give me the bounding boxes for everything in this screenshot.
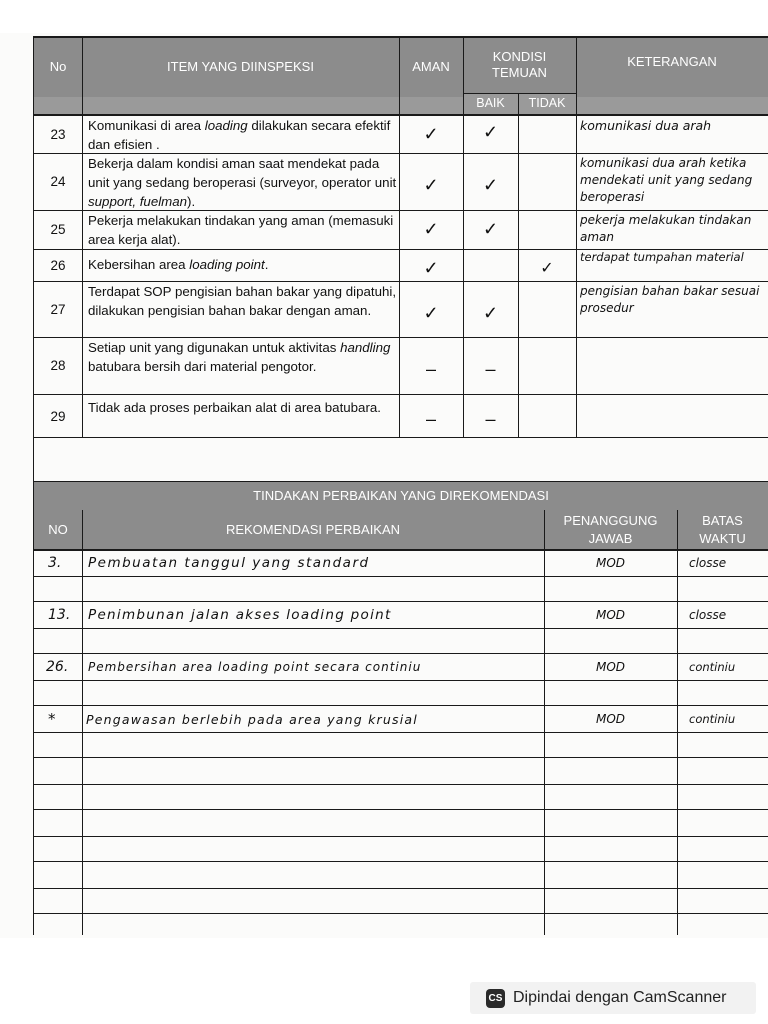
table-border [463, 93, 576, 94]
rec-number: 26. [46, 659, 69, 675]
rec-penanggung-jawab: MOD [595, 660, 626, 674]
row-number: 27 [50, 301, 66, 317]
baik-dash: – [485, 408, 496, 429]
tidak-mark [518, 115, 576, 153]
inspection-item-text: Pekerja melakukan tindakan yang aman (memasuki area kerja alat). [88, 213, 394, 247]
table-border [518, 93, 519, 438]
rec-batas-waktu: continiu [689, 660, 736, 674]
header-rekomendasi: REKOMENDASI PERBAIKAN [82, 510, 544, 550]
rec-batas-waktu: closse [689, 608, 727, 622]
inspection-item-text: Kebersihan area loading point. [88, 257, 269, 272]
table-border [33, 784, 768, 785]
table-border [33, 36, 34, 481]
keterangan-handwritten: pekerja melakukan tindakan aman [580, 213, 752, 244]
aman-checkmark: ✓ [423, 123, 439, 144]
inspection-item-text: Terdapat SOP pengisian bahan bakar yang dipatuhi, dilakukan pengisian bahan bakar dengan aman. [88, 284, 397, 318]
recommendation-section-title: TINDAKAN PERBAIKAN YANG DIREKOMENDASI [34, 482, 768, 510]
row-number: 23 [50, 126, 66, 142]
rec-number: 13. [48, 607, 71, 623]
keterangan-handwritten: pengisian bahan bakar sesuai prosedur [580, 284, 760, 315]
table-border [33, 705, 768, 706]
table-border [33, 888, 768, 889]
row-number: 26 [50, 257, 66, 273]
keterangan-handwritten: terdapat tumpahan material [580, 250, 744, 264]
camscanner-logo-icon: CS [486, 989, 505, 1008]
table-border [576, 36, 577, 438]
baik-checkmark: ✓ [482, 219, 499, 239]
inspection-item-text: Setiap unit yang digunakan untuk aktivitas handling batubara bersih dari material pengotor. [88, 340, 391, 374]
rec-batas-waktu: continiu [689, 712, 736, 726]
tidak-checkmark: ✓ [540, 260, 554, 277]
rec-penanggung-jawab: MOD [595, 556, 626, 570]
table-border [33, 836, 768, 837]
keterangan-handwritten: komunikasi dua arah ketika mendekati unit yang sedang beroperasi [580, 156, 753, 204]
table-border [33, 437, 768, 438]
aman-checkmark: ✓ [423, 219, 439, 239]
table-border [33, 36, 768, 38]
keterangan-handwritten: komunikasi dua arah [580, 118, 712, 133]
rec-text: Pengawasan berlebih pada area yang krusial [86, 711, 418, 727]
row-number: 25 [50, 222, 66, 237]
table-border [82, 510, 83, 935]
table-border [33, 601, 768, 602]
table-border [33, 809, 768, 810]
header-item: ITEM YANG DIINSPEKSI [82, 37, 399, 97]
table-border [33, 481, 34, 935]
table-border [33, 653, 768, 654]
header-baik: BAIK [463, 93, 518, 115]
aman-dash: – [425, 358, 436, 379]
row-number: 29 [50, 408, 66, 424]
table-border [399, 36, 400, 438]
tidak-mark [518, 281, 576, 337]
table-border [544, 510, 545, 935]
inspection-item-text: Komunikasi di area loading dilakukan secara efektif dan efisien . [88, 118, 391, 152]
header-keterangan: KETERANGAN [576, 37, 768, 97]
table-border [82, 36, 83, 438]
subheader-keterangan-spacer [576, 97, 768, 115]
table-border [33, 281, 768, 282]
table-border [33, 337, 768, 338]
table-border [677, 510, 678, 935]
camscanner-text: Dipindai dengan CamScanner [513, 989, 727, 1006]
keterangan-handwritten [576, 394, 768, 438]
table-border [33, 757, 768, 758]
aman-dash: – [425, 408, 436, 429]
rec-number: 3. [48, 555, 62, 571]
tidak-mark [518, 394, 576, 438]
rec-text: Pembuatan tanggul yang standard [88, 555, 370, 571]
table-border [33, 114, 768, 116]
table-border [33, 913, 768, 914]
baik-mark [463, 249, 518, 281]
table-border [33, 481, 768, 482]
aman-checkmark: ✓ [423, 257, 439, 278]
aman-checkmark: ✓ [423, 174, 439, 195]
table-border [33, 394, 768, 395]
table-border [33, 628, 768, 629]
inspection-item-text: Tidak ada proses perbaikan alat di area batubara. [88, 400, 381, 415]
table-border [33, 576, 768, 577]
rec-penanggung-jawab: MOD [595, 608, 626, 622]
tidak-mark [518, 337, 576, 394]
rec-penanggung-jawab: MOD [595, 712, 626, 726]
table-border [33, 680, 768, 681]
baik-checkmark: ✓ [482, 174, 499, 195]
rec-text: Penimbunan jalan akses loading point [88, 607, 392, 623]
inspection-item-text: Bekerja dalam kondisi aman saat mendekat pada unit yang sedang beroperasi (surveyor, operator unit support, fuelman). [88, 156, 397, 209]
table-border [33, 732, 768, 733]
header-rec-no: NO [34, 510, 82, 550]
baik-checkmark: ✓ [482, 302, 499, 323]
table-border [33, 549, 768, 551]
camscanner-watermark [470, 982, 756, 1014]
aman-checkmark: ✓ [423, 302, 439, 323]
tidak-mark [518, 210, 576, 249]
baik-checkmark: ✓ [482, 121, 499, 142]
rec-batas-waktu: closse [689, 556, 727, 570]
tidak-mark [518, 153, 576, 210]
rec-text: Pembersihan area loading point secara continiu [88, 660, 422, 674]
baik-dash: – [485, 358, 496, 379]
header-batas-waktu: BATAS WAKTU [677, 510, 768, 550]
table-border [33, 861, 768, 862]
table-border [463, 36, 464, 438]
table-border [33, 249, 768, 250]
table-border [33, 153, 768, 154]
table-border [33, 210, 768, 211]
row-number: 24 [50, 174, 66, 189]
header-kondisi-temuan: KONDISI TEMUAN [463, 37, 576, 93]
header-no: No [34, 37, 82, 97]
header-penanggung-jawab: PENANGGUNG JAWAB [544, 510, 677, 550]
rec-number: * [48, 710, 56, 728]
header-tidak: TIDAK [518, 93, 576, 115]
keterangan-handwritten [576, 337, 768, 394]
header-aman: AMAN [399, 37, 463, 97]
row-number: 28 [50, 358, 66, 373]
